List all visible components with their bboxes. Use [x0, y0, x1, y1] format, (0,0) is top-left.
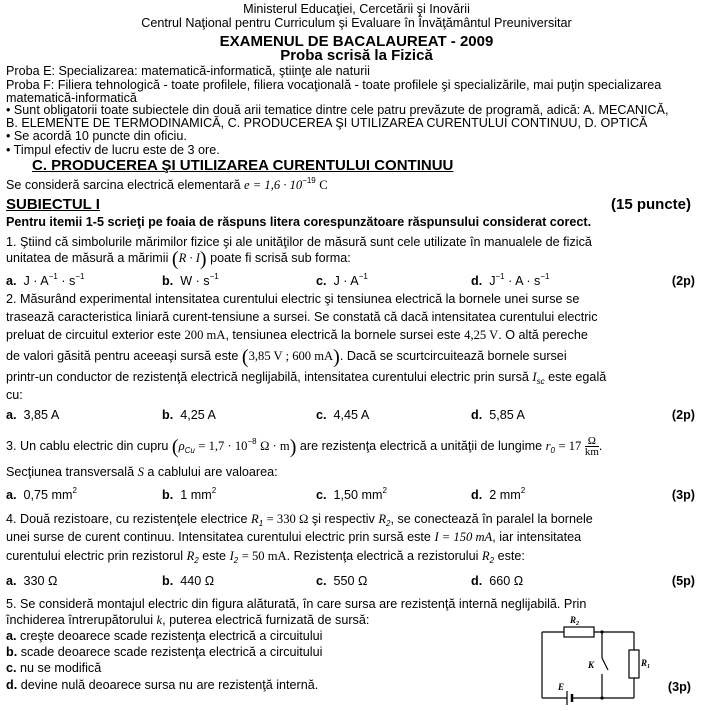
- q4-r2-sub: 2: [386, 519, 391, 528]
- q1-c-label: c.: [316, 274, 327, 288]
- q2-line4b: . Dacă se scurtcircuitează bornele sursei: [339, 349, 567, 363]
- q3-points: (3p): [671, 488, 695, 502]
- q1-b-text: W · s: [180, 274, 210, 288]
- proba-f-line2: matematică-informatică: [6, 91, 137, 105]
- q1-c-text: J · A: [333, 274, 359, 288]
- q5-k: k: [156, 613, 163, 627]
- q1-a-exp1: −1: [48, 272, 58, 281]
- q2-line4a: de valori găsită pentru aceeaşi sursă este: [6, 349, 239, 363]
- q3-b-text: 1 mm: [180, 488, 212, 502]
- label-k: K: [588, 660, 595, 670]
- q3-line1: 3. Un cablu electric din cupru ($\rho_{Cu} = 1,7 \cdot 10^{-8}$ Ω · m) are rezistenţa electrică a unităţii de lungime $r_0 = 17$ $\frac{\Omega}{km}$ .: [6, 435, 603, 458]
- q2-d-text: 5,85 A: [489, 408, 525, 422]
- q3-line2a: Secţiunea transversală: [6, 465, 135, 479]
- q4-b-text: 440 Ω: [180, 574, 215, 588]
- charge-exponent: −19: [302, 176, 316, 185]
- q3-line1a: 3. Un cablu electric din cupru: [6, 438, 169, 453]
- q2-option-b: [162, 408, 216, 423]
- q1-a-text: J · A: [23, 274, 49, 288]
- q2-points: (2p): [671, 408, 695, 422]
- q4-r2: R: [378, 512, 387, 526]
- switch-k: [602, 658, 608, 670]
- q1-b-label: b.: [162, 274, 174, 288]
- q3-a-text: 0,75 mm: [23, 488, 73, 502]
- label-r2: $R_2$: [570, 615, 580, 627]
- q5-line2b: , puterea electrică furnizată de sursă:: [162, 613, 370, 627]
- q1-option-b: [162, 274, 219, 289]
- exam-subtitle: Proba scrisă la Fizică: [280, 47, 433, 64]
- q5-b-label: b.: [6, 645, 18, 659]
- q4-option-c: [316, 574, 367, 589]
- charge-formula: e = 1,6 · 10: [244, 178, 303, 192]
- q2-c-text: 4,45 A: [333, 408, 370, 422]
- q1-a-exp2: −1: [75, 272, 85, 281]
- q4-r1-sub: 1: [258, 519, 264, 528]
- q3-fraction: [585, 436, 599, 457]
- q4-a-label: a.: [6, 574, 17, 588]
- q4-line2: [6, 530, 707, 545]
- q2-c-label: c.: [316, 408, 327, 422]
- q3-frac-den: km: [584, 446, 599, 458]
- q4-points: (5p): [671, 574, 695, 588]
- q2-line3: [6, 328, 707, 343]
- q3-r0: r: [545, 438, 551, 453]
- charge-line: [6, 178, 707, 193]
- q3-d-label: d.: [471, 488, 483, 502]
- q3-rho-unit: Ω · m: [260, 438, 290, 453]
- q4-line2a: unei surse de curent continuu. Intensitatea curentului electric prin sursă este: [6, 530, 431, 544]
- section-title-text: C. PRODUCEREA ŞI UTILIZAREA CURENTULUI CONTINUU: [32, 157, 454, 174]
- q3-option-d: [471, 488, 525, 503]
- q4-line3a: curentului electric prin rezistorul: [6, 549, 184, 563]
- q4-option-a: [6, 574, 57, 589]
- q5-d-text: devine nulă deoarece sursa nu are rezistenţă internă.: [20, 678, 319, 692]
- q4-b-label: b.: [162, 574, 174, 588]
- q4-line3: [6, 549, 707, 564]
- q3-option-a: [6, 488, 77, 503]
- q2-line3b: , tensiunea electrică la bornele sursei este: [225, 328, 461, 342]
- q1-line2b: poate fi scrisă sub forma:: [210, 251, 351, 265]
- q1-d-label: d.: [471, 274, 483, 288]
- q3-b-exp: 2: [211, 486, 217, 495]
- q4-line2b: , iar intensitatea: [492, 530, 582, 544]
- q2-line6: cu:: [6, 388, 23, 402]
- q2-line5: [6, 370, 707, 385]
- proba-e: Proba E: Specializarea: matematică-informatică, ştiinţe ale naturii: [6, 64, 370, 78]
- q4-line3-r2: R: [186, 549, 195, 563]
- q3-frac-num: Ω: [585, 436, 599, 447]
- q1-d-exp1: −1: [495, 272, 505, 281]
- q1-b-exp1: −1: [209, 272, 219, 281]
- q2-line5b: este egală: [548, 370, 607, 384]
- q2-line1: 2. Măsurând experimental intensitatea curentului electric şi tensiunea electrică la bornele unei surse se: [6, 292, 580, 306]
- q2-isc: I: [532, 370, 537, 384]
- q4-i2: I: [229, 549, 234, 563]
- label-r1: $R_1$: [641, 658, 651, 670]
- bullet-1b: B. ELEMENTE DE TERMODINAMICĂ, C. PRODUCEREA ŞI UTILIZAREA CURENTULUI CONTINUU, D. OPTICĂ: [6, 116, 648, 130]
- q4-option-d: [471, 574, 523, 589]
- q3-rho-exp: −8: [247, 436, 257, 446]
- q5-option-d: [6, 678, 318, 693]
- q4-line3-r2b-sub: 2: [489, 556, 495, 565]
- q4-line3b: este: [202, 549, 227, 563]
- q2-isc-sub: sc: [536, 377, 545, 386]
- q2-b-text: 4,25 A: [180, 408, 216, 422]
- q5-c-text: nu se modifică: [20, 661, 102, 675]
- q2-pair: 3,85 V ; 600 mA: [248, 349, 334, 363]
- q1-c-exp1: −1: [358, 272, 368, 281]
- q5-points: (3p): [667, 680, 691, 694]
- q4-r1-val: = 330 Ω: [266, 512, 309, 526]
- q4-line3-r2-sub: 2: [194, 556, 199, 565]
- q3-line2b: a cablului are valoarea:: [147, 465, 278, 479]
- q2-line3c: . O altă pereche: [498, 328, 588, 342]
- q1-d-mid: · A · s: [504, 274, 541, 288]
- q4-line1a: 4. Două rezistoare, cu rezistenţele electrice: [6, 512, 248, 526]
- q3-c-text: 1,50 mm: [333, 488, 383, 502]
- q2-line4: de valori găsită pentru aceeaşi sursă este (3,85 V ; 600 mA). Dacă se scurtcircuitează bornele sursei: [6, 346, 567, 368]
- q3-s: S: [137, 465, 144, 479]
- circuit-diagram: [530, 612, 660, 708]
- q1-option-c: [316, 274, 368, 289]
- q4-line1b: şi respectiv: [311, 512, 375, 526]
- q3-rho: ρ: [178, 438, 185, 453]
- exam-title: EXAMENUL DE BACALAUREAT - 2009: [219, 33, 494, 50]
- q4-line3d: este:: [497, 549, 525, 563]
- q3-d-text: 2 mm: [489, 488, 521, 502]
- q4-line3c: . Rezistenţa electrică a rezistorului: [286, 549, 479, 563]
- q2-voltage-1: 4,25 V: [464, 328, 499, 342]
- q4-option-b: [162, 574, 214, 589]
- label-e: E: [558, 682, 565, 692]
- q5-d-label: d.: [6, 678, 18, 692]
- q1-d-exp2: −1: [540, 272, 550, 281]
- q2-d-label: d.: [471, 408, 483, 422]
- q3-c-exp: 2: [382, 486, 387, 495]
- q4-line1c: , se conectează în paralel la bornele: [390, 512, 593, 526]
- q1-line2: unitatea de măsură a mărimii (R · I) poate fi scrisă sub forma:: [6, 248, 351, 270]
- q2-option-c: [316, 408, 369, 423]
- q3-r0-val: = 17: [558, 438, 582, 453]
- bullet-1a: • Sunt obligatorii toate subiectele din două arii tematice dintre cele patru prevăzute de programă, adică: A. MECANICĂ,: [6, 103, 669, 117]
- q2-line3a: preluat de circuitul exterior este: [6, 328, 181, 342]
- q5-option-a: [6, 629, 322, 644]
- center-name: Centrul Naţional pentru Curriculum şi Evaluare în Învăţământul Preuniversitar: [141, 16, 572, 30]
- bullet-2: • Se acordă 10 puncte din oficiu.: [6, 129, 187, 143]
- q3-d-exp: 2: [520, 486, 526, 495]
- q5-option-b: [6, 645, 322, 660]
- q3-option-b: [162, 488, 216, 503]
- resistor-r2: [564, 627, 594, 637]
- q5-c-label: c.: [6, 661, 17, 675]
- q3-option-c: [316, 488, 387, 503]
- q3-rho-sub: Cu: [184, 445, 195, 455]
- q3-c-label: c.: [316, 488, 327, 502]
- q4-i2-sub: 2: [233, 556, 239, 565]
- resistor-r1: [629, 650, 639, 678]
- q1-a-mid: · s: [57, 274, 76, 288]
- q3-line1b: are rezistenţa electrică a unităţii de lungime: [299, 438, 543, 453]
- q2-a-text: 3,85 A: [23, 408, 60, 422]
- q3-line2: [6, 465, 707, 480]
- q4-line3-r2b: R: [481, 549, 490, 563]
- q2-option-a: [6, 408, 59, 423]
- q5-a-label: a.: [6, 629, 17, 643]
- q1-d-text: J: [489, 274, 496, 288]
- q2-a-label: a.: [6, 408, 17, 422]
- q1-option-d: [471, 274, 549, 289]
- q2-line5a: printr-un conductor de rezistenţă electrică neglijabilă, intensitatea curentului electric prin sursă: [6, 370, 529, 384]
- bullet-3: • Timpul efectiv de lucru este de 3 ore.: [6, 143, 220, 157]
- charge-unit: C: [319, 178, 328, 192]
- q4-i2-val: = 50 mA: [241, 549, 287, 563]
- q5-line1: 5. Se consideră montajul electric din figura alăturată, în care sursa are rezistenţă internă neglijabilă. Prin: [6, 597, 587, 611]
- proba-f-line1: Proba F: Filiera tehnologică - toate profilele, filiera vocaţională - toate profilele şi specializările, mai puţin specializarea: [6, 78, 662, 92]
- q2-b-label: b.: [162, 408, 174, 422]
- subject-title-text: SUBIECTUL I: [6, 196, 100, 213]
- q4-a-text: 330 Ω: [23, 574, 58, 588]
- q1-option-a: [6, 274, 84, 289]
- q3-r0-sub: 0: [550, 445, 555, 455]
- q1-a-label: a.: [6, 274, 17, 288]
- ministry: Ministerul Educaţiei, Cercetării şi Inovării: [243, 2, 470, 16]
- q4-line1: [6, 512, 707, 527]
- q4-d-text: 660 Ω: [489, 574, 524, 588]
- q5-a-text: creşte deoarece scade rezistenţa electrică a circuitului: [20, 629, 323, 643]
- q2-line2: trasează caracteristica liniară curent-tensiune a sursei. Se constată că dacă intensitatea curentului electric: [6, 310, 598, 324]
- q3-a-label: a.: [6, 488, 17, 502]
- charge-text: Se consideră sarcina electrică elementară: [6, 178, 241, 192]
- q5-b-text: scade deoarece scade rezistenţa electrică a circuitului: [20, 645, 323, 659]
- q1-points: (2p): [671, 274, 695, 288]
- subject-points: (15 puncte): [610, 196, 691, 213]
- subject-title: [6, 197, 707, 212]
- q4-r1: R: [251, 512, 259, 526]
- q3-b-label: b.: [162, 488, 174, 502]
- q4-c-label: c.: [316, 574, 327, 588]
- q4-i-val: I = 150 mA: [434, 530, 493, 544]
- q3-a-exp: 2: [72, 486, 77, 495]
- q1-line2a: unitatea de măsură a mărimii: [6, 251, 169, 265]
- q2-current-1: 200 mA: [184, 328, 226, 342]
- section-title: [32, 158, 707, 173]
- q5-option-c: [6, 661, 101, 676]
- instruction: Pentru itemii 1-5 scrieţi pe foaia de răspuns litera corespunzătoare răspunsului considerat corect.: [6, 215, 592, 229]
- q5-line2a: închiderea întrerupătorului: [6, 613, 154, 627]
- q4-d-label: d.: [471, 574, 483, 588]
- q2-option-d: [471, 408, 525, 423]
- q3-rho-val: = 1,7 · 10: [198, 438, 248, 453]
- q1-line1: 1. Ştiind că simbolurile mărimilor fizice şi ale unităţilor de măsură sunt cele utilizate în manualele de fizică: [6, 235, 592, 249]
- q4-c-text: 550 Ω: [333, 574, 368, 588]
- q1-expr: R · I: [178, 251, 200, 265]
